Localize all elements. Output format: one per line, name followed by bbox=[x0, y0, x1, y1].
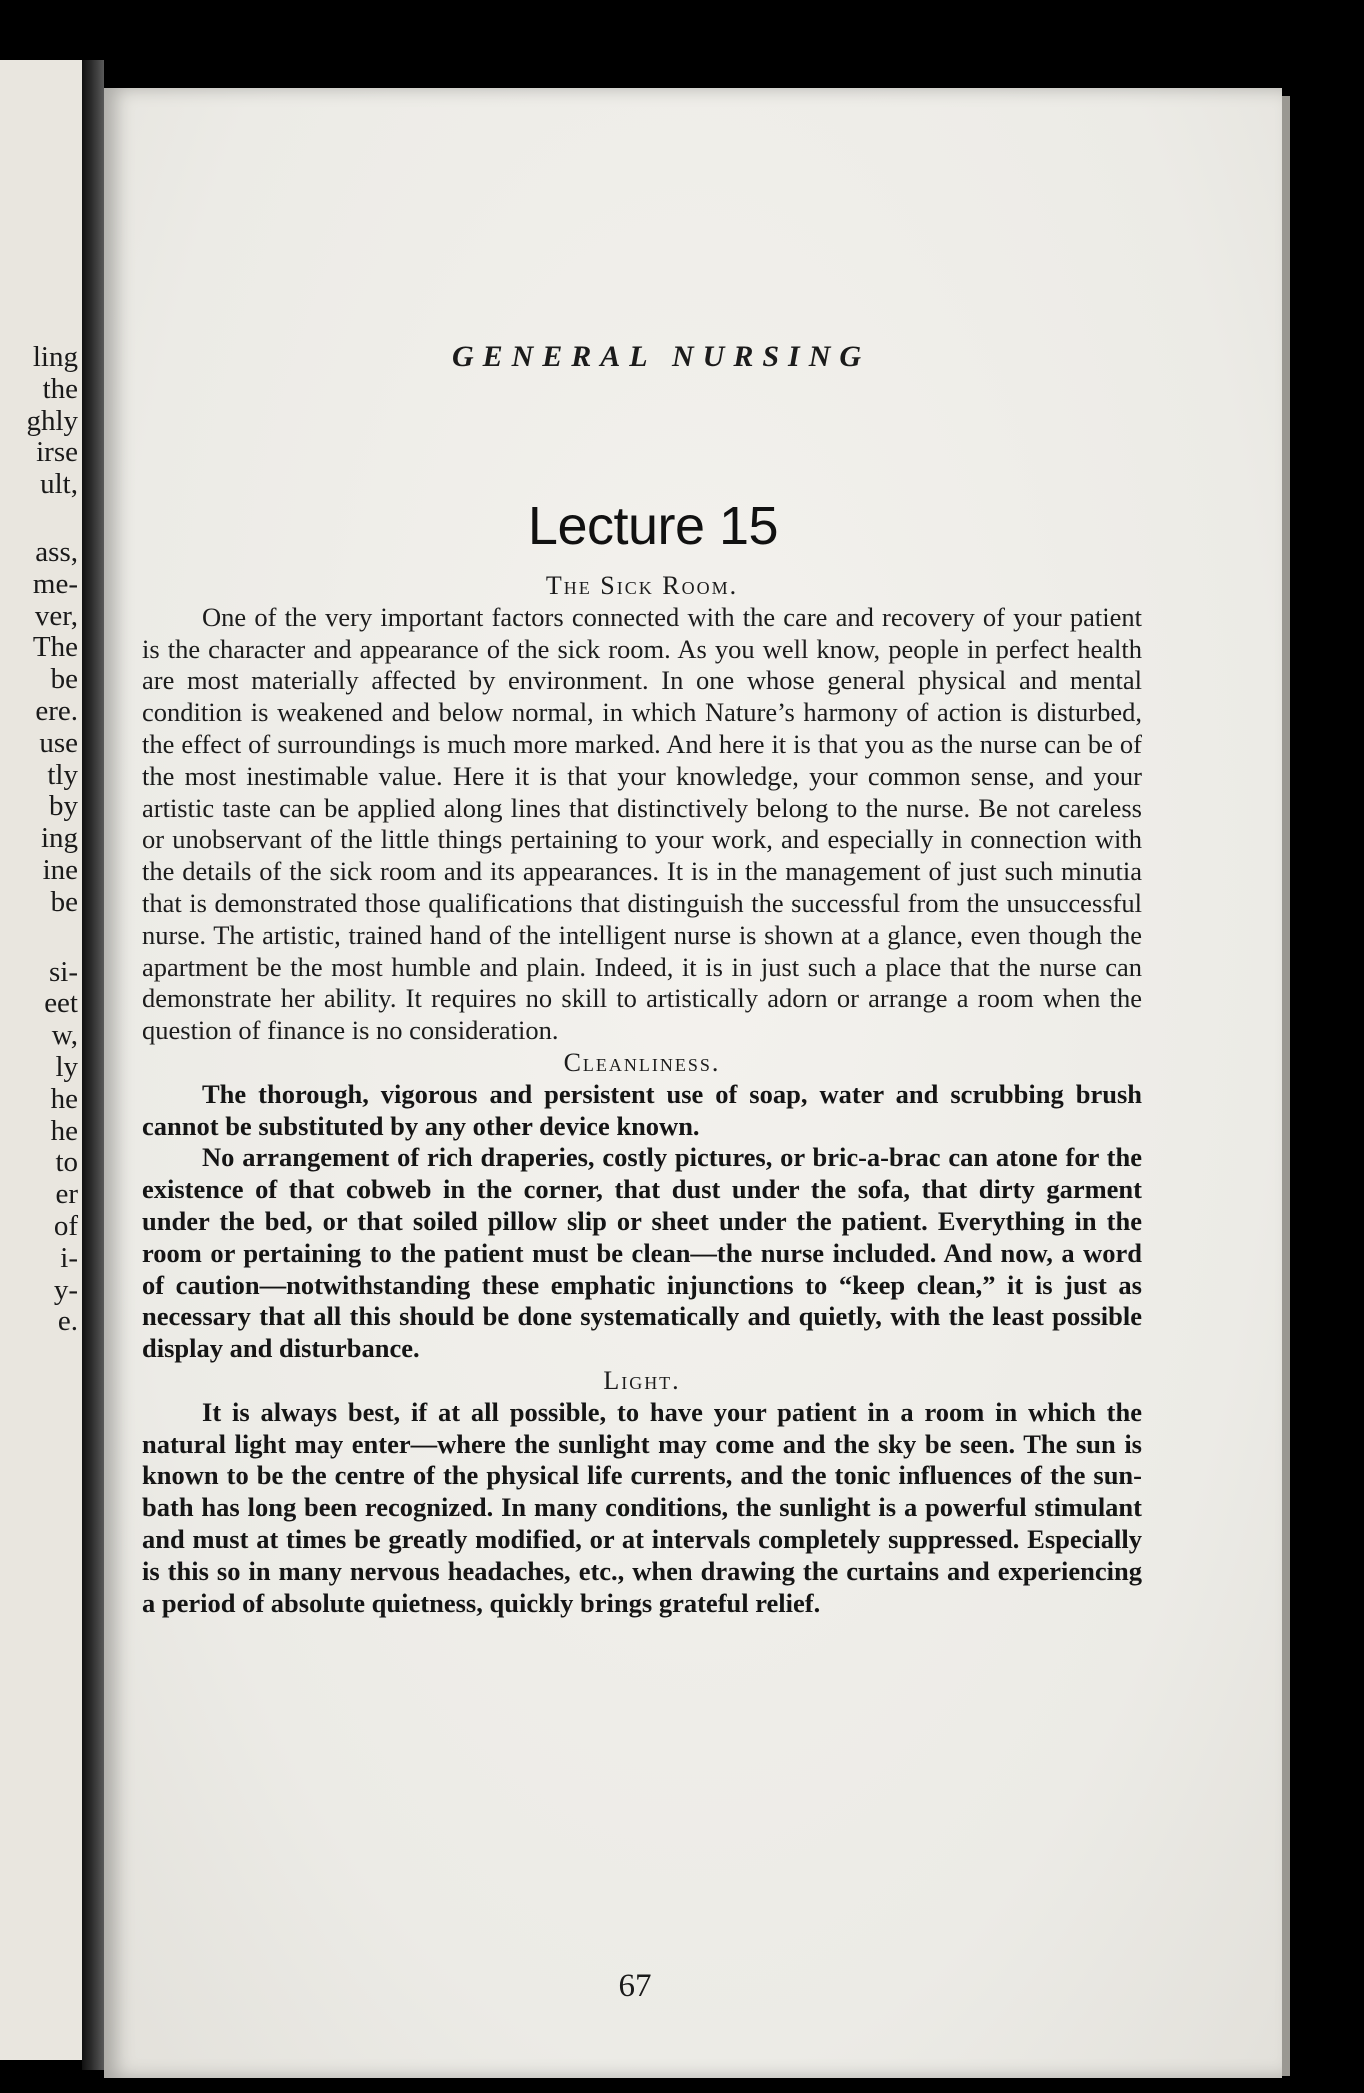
previous-page-fragment: ing bbox=[40, 822, 78, 855]
previous-page-fragment: w, bbox=[51, 1019, 78, 1052]
previous-page-fragment: e. bbox=[57, 1305, 78, 1338]
previous-page-fragment: to bbox=[55, 1146, 78, 1179]
previous-page-fragment: The bbox=[32, 631, 78, 664]
previous-page-fragment: tly bbox=[47, 758, 78, 791]
page-edge-right bbox=[1282, 96, 1290, 2076]
paragraph-cleanliness-1: The thorough, vigorous and persistent use of soap, water and scrubbing brush cannot be substituted by any other device known. bbox=[142, 1078, 1142, 1141]
previous-page-line-endings bbox=[0, 342, 82, 1338]
running-head: GENERAL NURSING bbox=[451, 340, 871, 373]
page-body bbox=[142, 570, 1142, 1619]
previous-page-edge bbox=[0, 60, 82, 2060]
previous-page-fragment: he bbox=[50, 1082, 78, 1115]
previous-page-fragment: irse bbox=[36, 436, 78, 469]
previous-page-fragment: ling bbox=[32, 341, 78, 373]
previous-page-fragment: use bbox=[39, 726, 78, 759]
previous-page-fragment: ere. bbox=[35, 694, 78, 727]
section-heading-sick-room: The Sick Room. bbox=[545, 571, 739, 600]
paragraph-sick-room: One of the very important factors connected with the care and recovery of your patient is the character and appearance of the sick room. As you well know, people in perfect health are most materially affected by environment. In one whose general physical and mental condition is weakened and below normal, in which Nature’s harmony of action is disturbed, the effect of surroundings is much more marked. And here it is that you as the nurse can be of the most inestimable value. Here it is that your knowledge, your common sense, and your artistic taste can be applied along lines that distinctively belong to the nurse. Be not careless or unobservant of the little things pertaining to your work, and especially in connection with the details of the sick room and its appearances. It is in the management of just such minutia that is demonstrated those qualifications that distinguish the successful from the unsuccessful nurse. The artistic, trained hand of the intelligent nurse is shown at a glance, even though the apartment be the most humble and plain. Indeed, it is in just such a place that the nurse can demonstrate her ability. It requires no skill to artistically adorn or arrange a room when the question of finance is no consideration. bbox=[142, 601, 1142, 1046]
previous-page-fragment: ghly bbox=[26, 404, 78, 437]
section-heading-cleanliness: Cleanliness. bbox=[563, 1047, 721, 1077]
previous-page-fragment: by bbox=[49, 790, 78, 823]
previous-page-fragment: ver, bbox=[34, 599, 78, 632]
previous-page-fragment: i- bbox=[60, 1241, 78, 1274]
paragraph-cleanliness-2: No arrangement of rich draperies, costly pictures, or bric-a-brac can atone for the existence of that cobweb in the corner, that dust under the sofa, that dirty garment under the bed, or that soiled pillow slip or sheet under the patient. Everything in the room or pertaining to the patient must be clean—the nurse included. And now, a word of caution—notwithstanding these emphatic injunctions to “keep clean,” it is just as necessary that all this should be done systematically and quietly, with the least possible display and disturbance. bbox=[142, 1142, 1142, 1364]
previous-page-fragment: of bbox=[53, 1209, 78, 1242]
previous-page-fragment: ly bbox=[55, 1050, 78, 1083]
lecture-title: Lecture 15 bbox=[527, 496, 779, 556]
previous-page-fragment: ass, bbox=[35, 535, 78, 568]
book-page bbox=[104, 88, 1282, 2078]
previous-page-fragment: be bbox=[50, 663, 78, 696]
previous-page-fragment: y- bbox=[53, 1273, 78, 1306]
previous-page-fragment: ult, bbox=[40, 468, 78, 501]
previous-page-fragment bbox=[0, 919, 78, 957]
previous-page-fragment: eet bbox=[44, 987, 78, 1020]
previous-page-fragment: he bbox=[50, 1114, 78, 1147]
previous-page-fragment: si- bbox=[49, 955, 78, 988]
previous-page-fragment: be bbox=[50, 885, 78, 918]
paragraph-light: It is always best, if at all possible, to have your patient in a room in which the natural light may enter—where the sunlight may come and the sky be seen. The sun is known to be the centre of the physical life currents, and the tonic influences of the sun-bath has long been recognized. In many conditions, the sunlight is a powerful stimulant and must at times be greatly modified, or at intervals completely suppressed. Especially is this so in many nervous headaches, etc., when drawing the curtains and experiencing a period of absolute quietness, quickly brings grateful relief. bbox=[142, 1396, 1142, 1618]
previous-page-fragment: ine bbox=[42, 853, 78, 886]
previous-page-fragment: me- bbox=[32, 567, 78, 600]
section-heading-light: Light. bbox=[603, 1365, 681, 1395]
previous-page-fragment: the bbox=[42, 372, 78, 405]
page-number: 67 bbox=[618, 1968, 652, 2004]
previous-page-fragment: er bbox=[55, 1178, 78, 1211]
